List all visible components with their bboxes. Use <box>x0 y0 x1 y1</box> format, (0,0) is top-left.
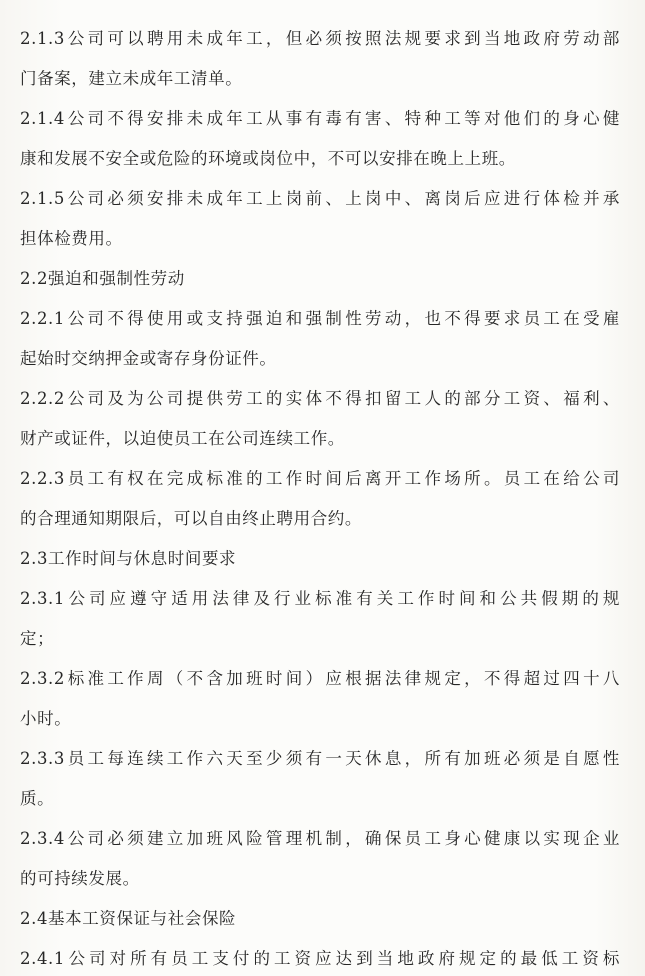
text-line: 2.3.4公司必须建立加班风险管理机制，确保员工身心健康以实现企业 <box>20 829 620 848</box>
text-line: 小时。 <box>20 709 72 728</box>
text-line: 2.3.1公司应遵守适用法律及行业标准有关工作时间和公共假期的规 <box>20 589 620 608</box>
section-heading: 2.4基本工资保证与社会保险 <box>20 909 237 928</box>
text-line: 2.3.3员工每连续工作六天至少须有一天休息，所有加班必须是自愿性 <box>20 749 620 768</box>
section-heading: 2.2强迫和强制性劳动 <box>20 269 185 288</box>
text-line: 2.3.2标准工作周（不含加班时间）应根据法律规定，不得超过四十八 <box>20 669 620 688</box>
text-line: 2.1.5公司必须安排未成年工上岗前、上岗中、离岗后应进行体检并承 <box>20 189 620 208</box>
text-line: 担体检费用。 <box>20 229 123 248</box>
text-line: 2.2.1公司不得使用或支持强迫和强制性劳动，也不得要求员工在受雇 <box>20 309 620 328</box>
text-line: 康和发展不安全或危险的环境或岗位中，不可以安排在晚上上班。 <box>20 149 516 168</box>
text-line: 2.2.2公司及为公司提供劳工的实体不得扣留工人的部分工资、福利、 <box>20 389 620 408</box>
text-line: 的可持续发展。 <box>20 869 140 888</box>
text-line: 的合理通知期限后，可以自由终止聘用合约。 <box>20 509 362 528</box>
text-line: 2.2.3员工有权在完成标准的工作时间后离开工作场所。员工在给公司 <box>20 469 620 488</box>
text-line: 2.4.1公司对所有员工支付的工资应达到当地政府规定的最低工资标 <box>20 949 620 968</box>
text-line: 2.1.3公司可以聘用未成年工，但必须按照法规要求到当地政府劳动部 <box>20 29 620 48</box>
text-line: 门备案，建立未成年工清单。 <box>20 69 243 88</box>
text-line: 质。 <box>20 789 55 808</box>
section-heading: 2.3工作时间与休息时间要求 <box>20 549 237 568</box>
text-line: 定； <box>20 629 55 648</box>
text-line: 财产或证件，以迫使员工在公司连续工作。 <box>20 429 345 448</box>
text-line: 2.1.4公司不得安排未成年工从事有毒有害、特种工等对他们的身心健 <box>20 109 620 128</box>
text-line: 起始时交纳押金或寄存身份证件。 <box>20 349 277 368</box>
